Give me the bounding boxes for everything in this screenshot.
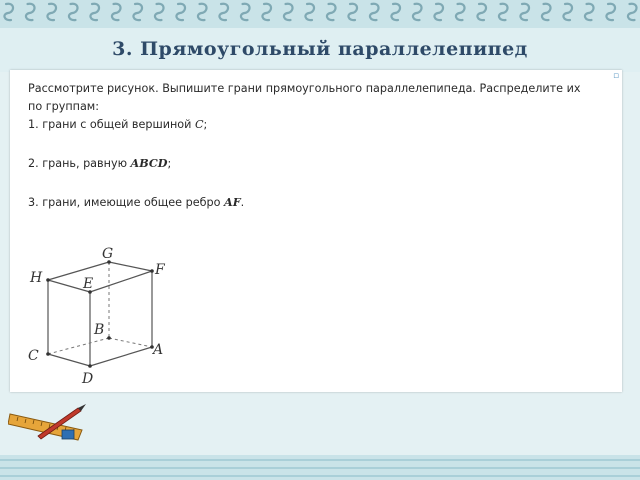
task-intro-line-1: Рассмотрите рисунок. Выпишите грани прямоугольного параллелепипеда. Распределите их: [28, 82, 581, 95]
spiral-ring: [112, 4, 121, 20]
spiral-ring: [348, 4, 357, 20]
hidden-edge-BC: [48, 338, 109, 354]
spiral-ring: [69, 4, 78, 20]
spiral-ring: [563, 4, 572, 20]
label-D: D: [82, 371, 94, 387]
task-item-3-variable: AF: [224, 195, 241, 209]
spiral-ring: [456, 4, 465, 20]
spiral-ring: [305, 4, 314, 20]
content-card: [10, 70, 622, 392]
edge-FG: [109, 262, 152, 271]
spiral-ring: [219, 4, 228, 20]
spiral-ring: [262, 4, 271, 20]
slide-corner-icon: ▫: [613, 71, 620, 81]
spiral-ring: [327, 4, 336, 20]
label-F: F: [155, 262, 165, 278]
spiral-ring: [176, 4, 185, 20]
label-C: C: [28, 348, 39, 364]
task-item-2-text: 2. грань, равную: [28, 157, 131, 170]
vertex-F: [150, 269, 154, 273]
parallelepiped-figure: [10, 70, 622, 392]
spiral-ring: [520, 4, 529, 20]
label-E: E: [83, 276, 94, 292]
spiral-ring: [499, 4, 508, 20]
spiral-ring: [434, 4, 443, 20]
bottom-stripe: [0, 475, 640, 477]
spiral-ring: [606, 4, 615, 20]
vertex-B: [107, 336, 111, 340]
bottom-stripe: [0, 459, 640, 461]
spiral-ring: [241, 4, 250, 20]
edge-EF: [90, 271, 152, 292]
task-item-3-text: 3. грани, имеющие общее ребро: [28, 196, 225, 209]
task-item-3-suffix: .: [240, 196, 245, 209]
vertex-C: [46, 352, 50, 356]
edge-GH: [48, 262, 109, 280]
spiral-ring: [391, 4, 400, 20]
spiral-ring: [542, 4, 551, 20]
task-item-1-suffix: ;: [203, 118, 208, 131]
bottom-stripe: [0, 467, 640, 469]
spiral-ring: [628, 4, 637, 20]
label-G: G: [102, 246, 114, 262]
task-item-1-variable: C: [194, 118, 204, 131]
edge-DA: [90, 347, 152, 366]
notebook-top-band: [0, 0, 640, 29]
vertex-H: [46, 278, 50, 282]
slide-title: 3. Прямоугольный параллелепипед: [112, 38, 528, 60]
edge-CD: [48, 354, 90, 366]
task-item-2-suffix: ;: [167, 157, 172, 170]
spiral-ring: [47, 4, 56, 20]
label-B: B: [94, 322, 105, 338]
vertex-D: [88, 364, 92, 368]
notebook-bottom-band: [0, 455, 640, 480]
ruler-pencil-icon: [8, 400, 88, 446]
spiral-ring: [26, 4, 35, 20]
spiral-ring: [585, 4, 594, 20]
spiral-ring: [198, 4, 207, 20]
spiral-ring: [4, 4, 13, 20]
spiral-ring: [370, 4, 379, 20]
label-H: H: [30, 270, 43, 286]
spiral-binding: [0, 0, 640, 24]
task-intro-line-2: по группам:: [28, 100, 100, 113]
spiral-ring: [284, 4, 293, 20]
hidden-edge-BA: [109, 338, 152, 347]
spiral-ring: [413, 4, 422, 20]
spiral-ring: [155, 4, 164, 20]
task-item-1-text: 1. грани с общей вершиной: [28, 118, 195, 131]
label-A: A: [153, 342, 164, 358]
spiral-ring: [90, 4, 99, 20]
spiral-ring: [133, 4, 142, 20]
spiral-ring: [477, 4, 486, 20]
task-item-2-variable: ABCD: [130, 156, 168, 170]
